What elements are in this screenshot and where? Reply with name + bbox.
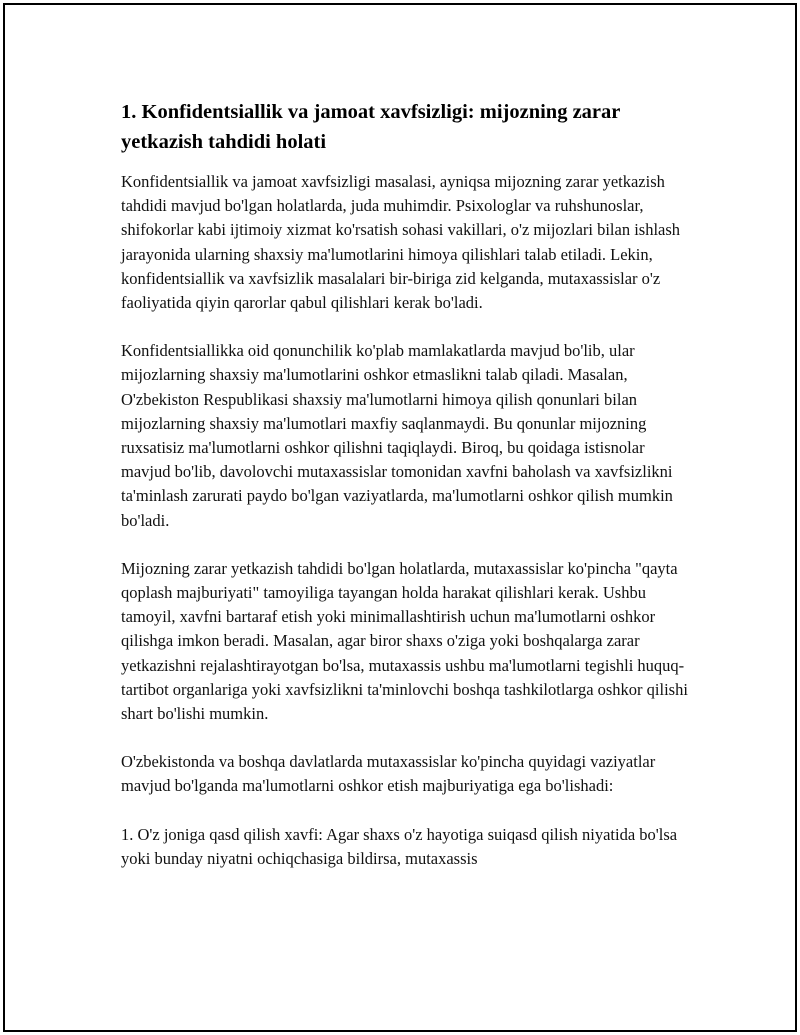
paragraph-3: Mijozning zarar yetkazish tahdidi bo'lgan holatlarda, mutaxassislar ko'pincha "qayta qoplash majburiyati" tamoyiliga tayangan holda harakat qilishlari kerak. Ushbu tamoyil, xavfni bartaraf etish yoki minimallashtirish uchun ma'lumotlarni oshkor qilishga imkon beradi. Masalan, agar biror shaxs o'ziga yoki boshqalarga zarar yetkazishni rejalashtirayotgan bo'lsa, mutaxassis ushbu ma'lumotlarni tegishli huquq-tartibot organlariga yoki xavfsizlikni ta'minlovchi boshqa tashkilotlarga oshkor qilishi shart bo'lishi mumkin.	[121, 558, 688, 724]
paragraph-2: Konfidentsiallikka oid qonunchilik ko'plab mamlakatlarda mavjud bo'lib, ular mijozlarning shaxsiy ma'lumotlarini oshkor etmaslikni talab qiladi. Masalan, O'zbekiston Respublikasi shaxsiy ma'lumotlarni himoya qilish qonunlari bilan mijozlarning shaxsiy ma'lumotlari maxfiy saqlanmaydi. Bu qonunlar mijozning ruxsatisiz ma'lumotlarni oshkor qilishni taqiqlaydi. Biroq, bu qoidaga istisnolar mavjud bo'lib, davolovchi mutaxassislar tomonidan xavfni baholash va xavfsizlikni ta'minlash zarurati paydo bo'lgan vaziyatlarda, ma'lumotlarni oshkor qilish mumkin bo'ladi.	[121, 341, 673, 530]
page-frame	[3, 3, 797, 1032]
list-item-1: 1. O'z joniga qasd qilish xavfi: Agar shaxs o'z hayotiga suiqasd qilish niyatida bo'lsa yoki bunday niyatni ochiqchasiga bildirsa, mutaxassis	[121, 824, 678, 868]
section-heading: 1. Konfidentsiallik va jamoat xavfsizligi: mijozning zarar yetkazish tahdidi holati	[121, 101, 620, 153]
paragraph-4: O'zbekistonda va boshqa davlatlarda mutaxassislar ko'pincha quyidagi vaziyatlar mavjud bo'lganda ma'lumotlarni oshkor etish majburiyatiga ega bo'lishadi:	[121, 752, 656, 796]
document-body	[121, 97, 691, 895]
paragraph-1: Konfidentsiallik va jamoat xavfsizligi masalasi, ayniqsa mijozning zarar yetkazish tahdidi mavjud bo'lgan holatlarda, juda muhimdir. Psixologlar va ruhshunoslar, shifokorlar kabi ijtimoiy xizmat ko'rsatish sohasi vakillari, o'z mijozlari bilan ishlash jarayonida ularning shaxsiy ma'lumotlarini himoya qilishlari talab etiladi. Lekin, konfidentsiallik va xavfsizlik masalalari bir-biriga zid kelganda, mutaxassislar o'z faoliyatida qiyin qarorlar qabul qilishlari kerak bo'ladi.	[121, 172, 681, 313]
